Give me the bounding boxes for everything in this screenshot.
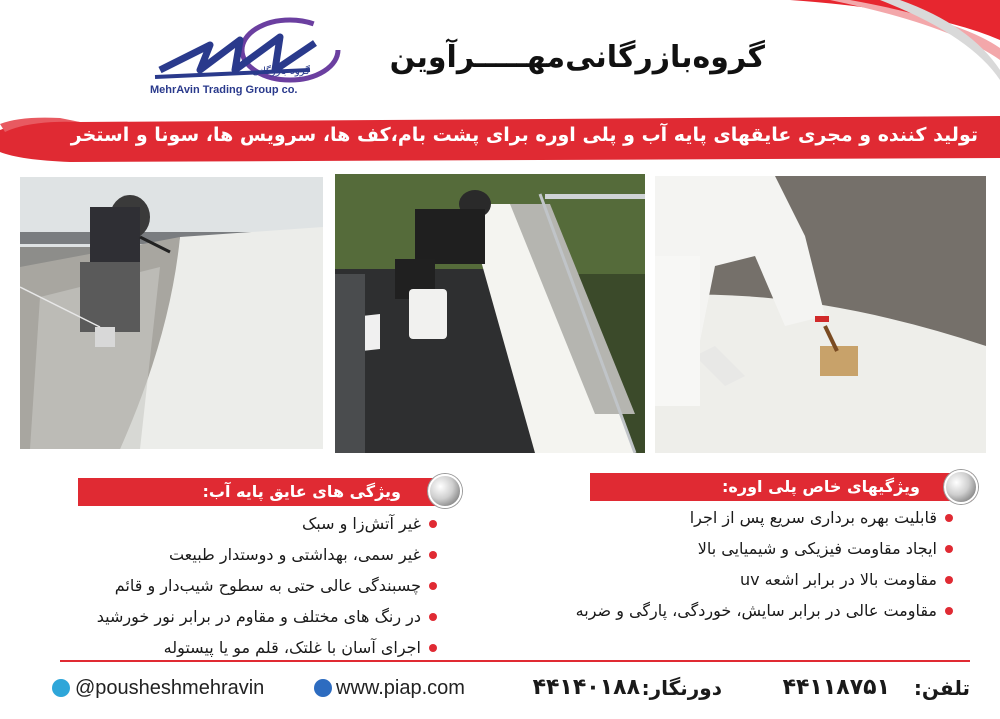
list-item: [0, 570, 437, 601]
photo-floor-brushing: [655, 176, 986, 453]
list-item: [483, 564, 953, 595]
list-item: [483, 595, 953, 626]
bullet-icon: [945, 514, 953, 522]
feature-text: مقاومت بالا در برابر اشعه uv: [739, 570, 937, 589]
footer-divider: [60, 660, 970, 662]
company-title: گروه‌بازرگانی‌مهـــــرآوین: [389, 40, 765, 75]
list-item: [0, 601, 437, 632]
decorative-sphere-icon: [944, 470, 978, 504]
photo-parapet-painting: [335, 174, 645, 453]
banner-tagline: تولید کننده و مجری عایقهای پایه آب و پلی اوره برای پشت بام،کف ها، سرویس ها، سونا و استخر: [70, 124, 978, 146]
feature-text: چسبندگی عالی حتی به سطوح شیب‌دار و قائم: [114, 576, 421, 595]
decorative-sphere-icon: [428, 474, 462, 508]
feature-text: مقاومت عالی در برابر سایش، خوردگی، پارگی و ضربه: [575, 601, 937, 620]
feature-text: اجرای آسان با غلتک، قلم مو یا پیستوله: [163, 638, 421, 657]
feature-text: غیر آتش‌زا و سبک: [301, 514, 421, 533]
bullet-icon: [945, 607, 953, 615]
logo-english-name: MehrAvin Trading Group co.: [150, 84, 298, 96]
bullet-icon: [429, 613, 437, 621]
globe-icon: [314, 679, 332, 697]
polyurea-features-list: [483, 502, 953, 626]
fax-label: دورنگار:: [641, 676, 722, 700]
photo-roof-spraying: [20, 177, 323, 449]
website-link[interactable]: www.piap.com: [336, 677, 465, 699]
phone-label: تلفن:: [913, 676, 970, 700]
bullet-icon: [429, 551, 437, 559]
list-item: [483, 502, 953, 533]
bullet-icon: [429, 644, 437, 652]
bullet-icon: [429, 582, 437, 590]
feature-text: قابلیت بهره برداری سریع پس از اجرا: [689, 508, 937, 527]
list-item: [483, 533, 953, 564]
water-based-features-heading: ویژگی های عایق پایه آب:: [78, 478, 453, 506]
bullet-icon: [945, 576, 953, 584]
feature-text: غیر سمی، بهداشتی و دوستدار طبیعت: [168, 545, 421, 564]
phone-number[interactable]: ۴۴۱۱۸۷۵۱: [782, 675, 890, 700]
polyurea-features-heading: ویژگیهای خاص پلی اوره:: [590, 473, 972, 501]
list-item: [0, 539, 437, 570]
list-item: [0, 508, 437, 539]
feature-text: در رنگ های مختلف و مقاوم در برابر نور خورشید: [96, 607, 421, 626]
bullet-icon: [945, 545, 953, 553]
water-based-features-list: [0, 508, 437, 663]
list-item: [0, 632, 437, 663]
social-handle[interactable]: @pousheshmehravin: [75, 677, 265, 699]
logo-persian-subtitle: گروه بازرگانی: [252, 66, 310, 77]
bullet-icon: [429, 520, 437, 528]
fax-number: ۴۴۱۴۰۱۸۸: [532, 675, 640, 700]
telegram-icon: [52, 679, 70, 697]
feature-text: ایجاد مقاومت فیزیکی و شیمیایی بالا: [697, 539, 937, 558]
